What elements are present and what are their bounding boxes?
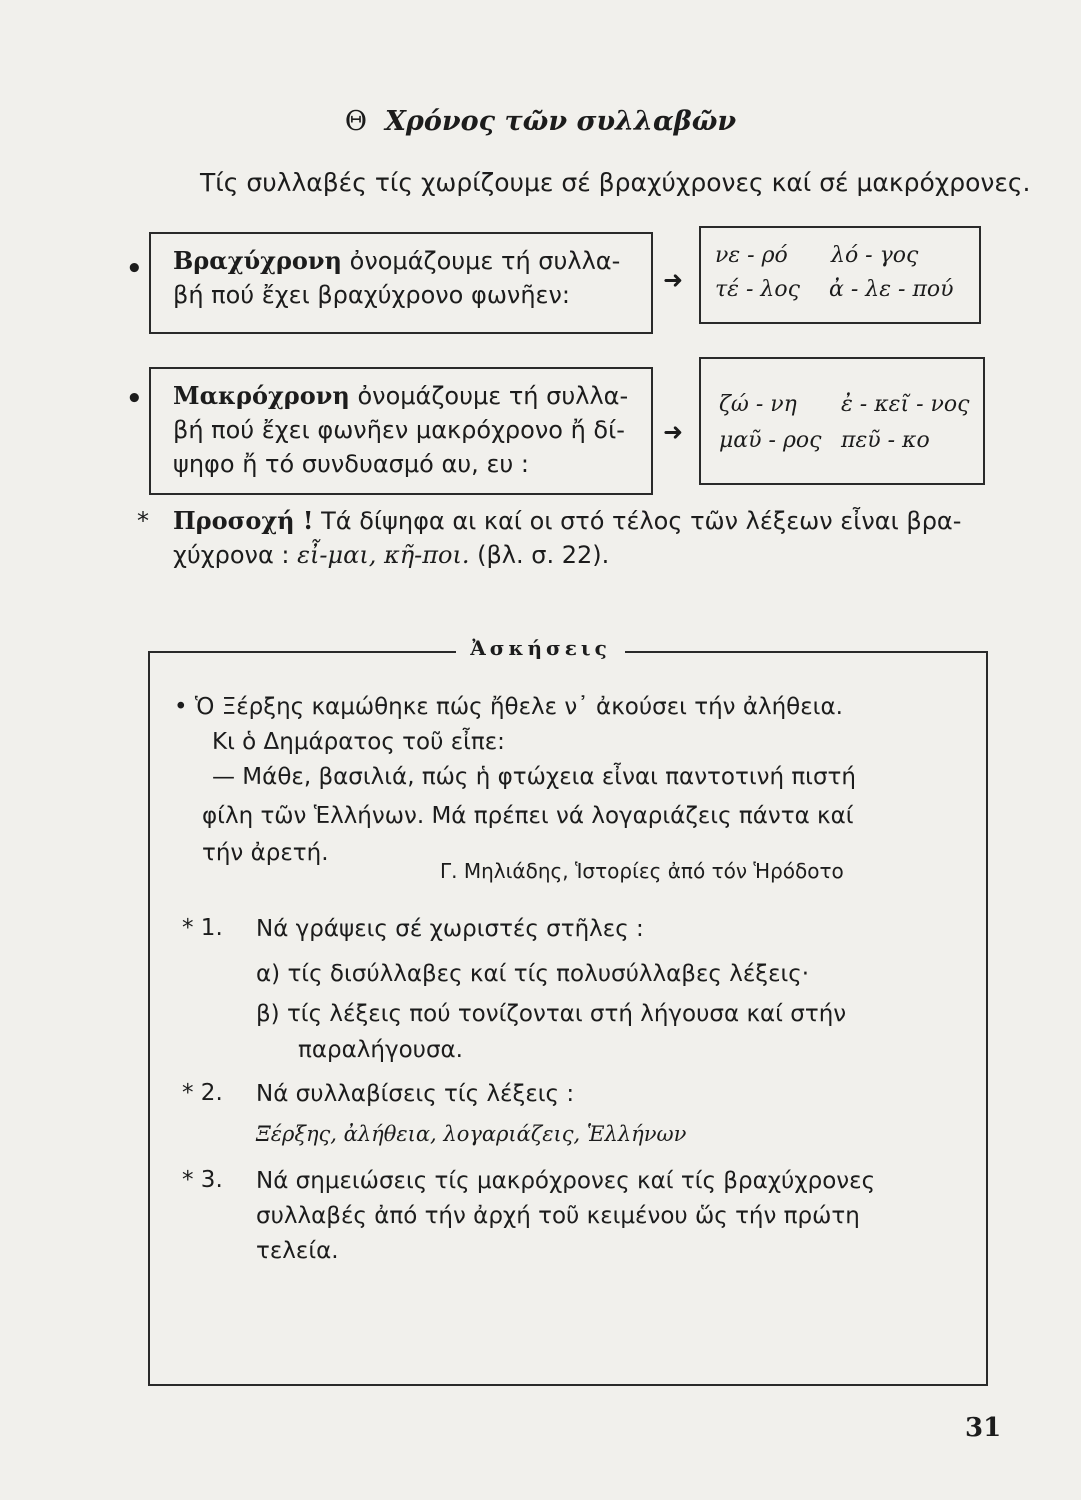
rule1-bullet: • bbox=[126, 254, 143, 284]
attention-note bbox=[137, 504, 961, 572]
rule2-examples bbox=[699, 357, 985, 485]
passage-line: Κι ὁ Δημάρατος τοῦ εἶπε: bbox=[212, 729, 505, 755]
note-reference: (βλ. σ. 22). bbox=[477, 541, 610, 569]
exercises-heading bbox=[0, 636, 1081, 660]
rule2-bullet: • bbox=[126, 384, 143, 414]
rule2-line2: βή πού ἔχει φωνῆεν μακρόχρονο ἤ δί- bbox=[173, 416, 625, 444]
rule2-example: μαῦ - ρος bbox=[719, 428, 822, 453]
rule2-example: πεῦ - κο bbox=[841, 428, 930, 453]
exercises-title: Ἀσκήσεις bbox=[456, 636, 625, 660]
section-letter: Θ bbox=[344, 106, 367, 137]
question3-line3: τελεία. bbox=[256, 1238, 339, 1264]
rule2-example: ζώ - νη bbox=[719, 392, 797, 417]
question1-part-a: α) τίς δισύλλαβες καί τίς πολυσύλλαβες λέξεις· bbox=[256, 961, 810, 987]
rule1-example: νε - ρό bbox=[715, 243, 788, 268]
note-line1: Τά δίψηφα αι καί οι στό τέλος τῶν λέξεων εἶναι βρα- bbox=[321, 507, 962, 535]
question1-part-b-cont: παραλήγουσα. bbox=[298, 1037, 463, 1063]
passage-line: φίλη τῶν Ἑλλήνων. Μά πρέπει νά λογαριάζεις πάντα καί bbox=[202, 803, 854, 829]
passage-line: τήν ἀρετή. bbox=[202, 840, 329, 866]
note-examples: εἶ-μαι, κῆ-ποι. bbox=[297, 541, 470, 569]
page-number: 31 bbox=[965, 1413, 1002, 1443]
rule2-line1: ὀνομάζουμε τή συλλα- bbox=[357, 382, 629, 410]
rule1-arrow-icon: ➜ bbox=[663, 266, 684, 294]
note-line2: χύχρονα : bbox=[173, 541, 290, 569]
question2-words: Ξέρξης, ἀλήθεια, λογαριάζεις, Ἑλλήνων bbox=[256, 1122, 687, 1146]
intro-text: Τίς συλλαβές τίς χωρίζουμε σέ βραχύχρονες καί σέ μακρόχρονες. bbox=[200, 168, 1031, 197]
rule1-line2: βή πού ἔχει βραχύχρονο φωνῆεν: bbox=[173, 281, 570, 309]
passage-line: • Ὁ Ξέρξης καμώθηκε πώς ἤθελε ν᾽ ἀκούσει τήν ἀλήθεια. bbox=[174, 694, 843, 720]
question1-number: * 1. bbox=[182, 915, 223, 941]
question2-number: * 2. bbox=[182, 1080, 223, 1106]
passage-line: — Μάθε, βασιλιά, πώς ἡ φτώχεια εἶναι παντοτινή πιστή bbox=[212, 764, 856, 790]
section-title bbox=[0, 106, 1081, 137]
question1-text: Νά γράψεις σέ χωριστές στῆλες : bbox=[256, 916, 644, 942]
note-star: * bbox=[137, 507, 149, 535]
rule2-example: ἐ - κεῖ - νος bbox=[841, 392, 970, 417]
rule2-arrow-icon: ➜ bbox=[663, 418, 684, 446]
rule1-line1: ὀνομάζουμε τή συλλα- bbox=[349, 247, 621, 275]
question1-part-b: β) τίς λέξεις πού τονίζονται στή λήγουσα καί στήν bbox=[256, 1001, 847, 1027]
question3-line2: συλλαβές ἀπό τήν ἀρχή τοῦ κειμένου ὥς τήν πρώτη bbox=[256, 1203, 860, 1229]
note-label: Προσοχή ! bbox=[173, 506, 314, 535]
rule1-examples bbox=[699, 226, 981, 324]
rule1-term: Βραχύχρονη bbox=[173, 246, 343, 275]
question3-line1: Νά σημειώσεις τίς μακρόχρονες καί τίς βραχύχρονες bbox=[256, 1168, 876, 1194]
rule2-term: Μακρόχρονη bbox=[173, 381, 350, 410]
passage-source: Γ. Μηλιάδης, Ἱστορίες ἀπό τόν Ἡρόδοτο bbox=[440, 859, 844, 883]
question2-text: Νά συλλαβίσεις τίς λέξεις : bbox=[256, 1081, 575, 1107]
rule2-line3: ψηφο ἤ τό συνδυασμό αυ, ευ : bbox=[173, 450, 530, 478]
rule1-box bbox=[149, 232, 653, 334]
rule1-example: λό - γος bbox=[831, 243, 919, 268]
rule1-example: ἀ - λε - πού bbox=[829, 277, 954, 302]
rule1-example: τέ - λος bbox=[715, 277, 800, 302]
section-name: Χρόνος τῶν συλλαβῶν bbox=[384, 106, 737, 137]
question3-number: * 3. bbox=[182, 1167, 223, 1193]
rule2-box bbox=[149, 367, 653, 495]
